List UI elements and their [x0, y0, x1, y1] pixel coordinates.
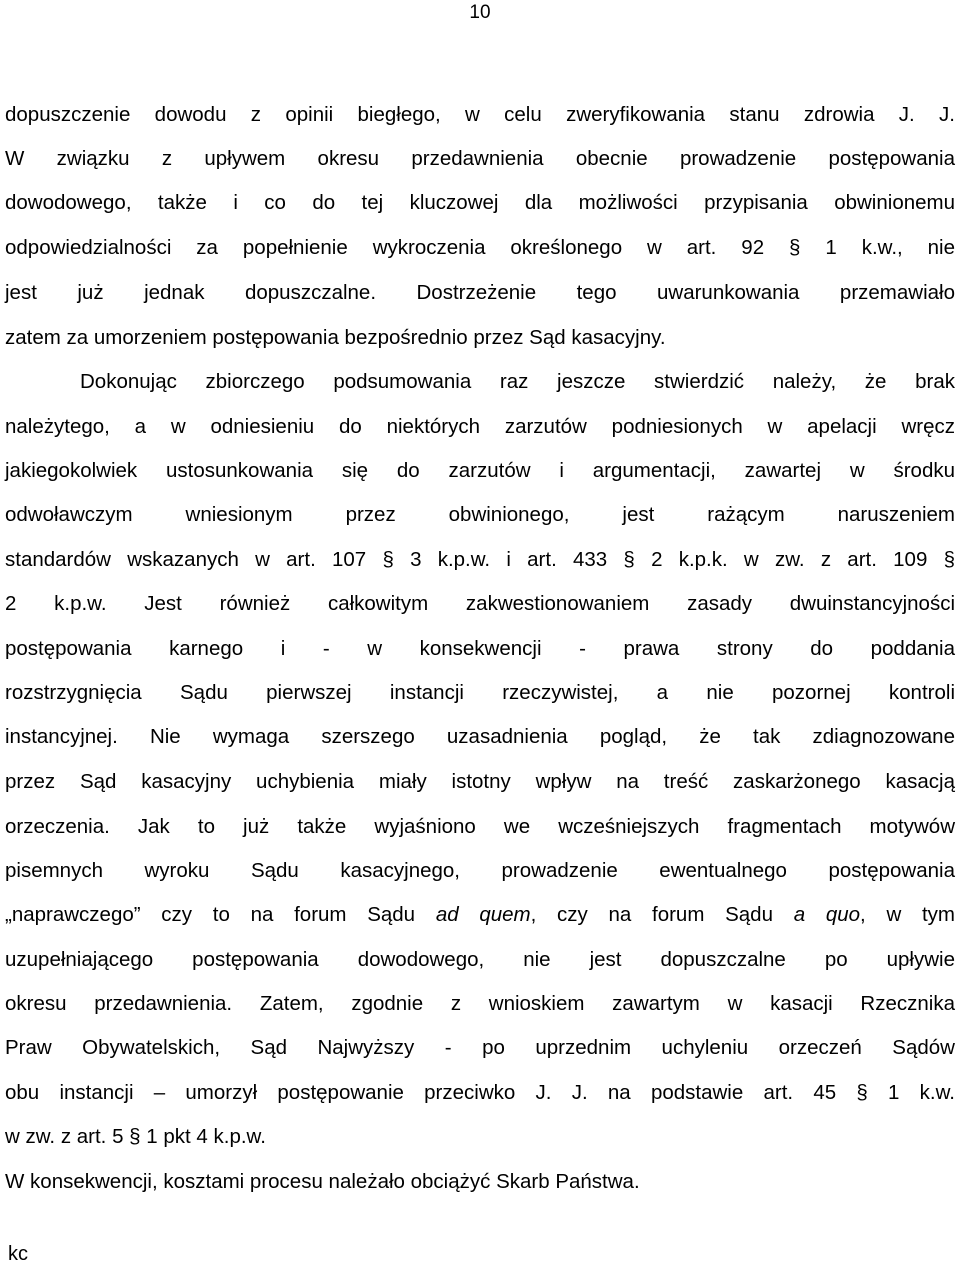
text-line-8: należytego, a w odniesieniu do niektórych zarzutów podniesionych w apelacji wręcz: [5, 415, 955, 438]
page-number: 10: [469, 2, 491, 23]
text-line-18: pisemnych wyroku Sądu kasacyjnego, prowadzenie ewentualnego postępowania: [5, 859, 955, 882]
text-line-19: [5, 902, 955, 928]
author-initials: kc: [8, 1243, 28, 1265]
text-line-15: instancyjnej. Nie wymaga szerszego uzasadnienia pogląd, że tak zdiagnozowane: [5, 725, 955, 748]
text-line-12: 2 k.p.w. Jest również całkowitym zakwestionowaniem zasady dwuinstancyjności: [5, 592, 955, 615]
text-line-20: uzupełniającego postępowania dowodowego, nie jest dopuszczalne po upływie: [5, 948, 955, 971]
text-segment: , w tym: [860, 903, 955, 926]
text-line-22: Praw Obywatelskich, Sąd Najwyższy - po uprzednim uchyleniu orzeczeń Sądów: [5, 1036, 955, 1059]
text-line-10: odwoławczym wniesionym przez obwinionego, jest rażącym naruszeniem: [5, 503, 955, 526]
text-line-25: W konsekwencji, kosztami procesu należało obciążyć Skarb Państwa.: [5, 1170, 640, 1193]
text-line-23: obu instancji – umorzył postępowanie przeciwko J. J. na podstawie art. 45 § 1 k.w.: [5, 1081, 955, 1104]
text-line-1: dopuszczenie dowodu z opinii biegłego, w celu zweryfikowania stanu zdrowia J. J.: [5, 103, 955, 126]
text-line-13: postępowania karnego i - w konsekwencji - prawa strony do poddania: [5, 637, 955, 660]
latin-phrase-a-quo: a quo: [793, 903, 861, 926]
text-line-3: dowodowego, także i co do tej kluczowej dla możliwości przypisania obwinionemu: [5, 191, 955, 214]
text-line-7: Dokonując zbiorczego podsumowania raz jeszcze stwierdzić należy, że brak: [80, 370, 955, 393]
text-segment: , czy na forum Sądu: [530, 903, 794, 926]
text-line-21: okresu przedawnienia. Zatem, zgodnie z wnioskiem zawartym w kasacji Rzecznika: [5, 992, 955, 1015]
text-line-17: orzeczenia. Jak to już także wyjaśniono we wcześniejszych fragmentach motywów: [5, 815, 955, 838]
text-segment: „naprawczego” czy to na forum Sądu: [5, 903, 436, 926]
text-line-4: odpowiedzialności za popełnienie wykroczenia określonego w art. 92 § 1 k.w., nie: [5, 236, 955, 259]
text-line-14: rozstrzygnięcia Sądu pierwszej instancji rzeczywistej, a nie pozornej kontroli: [5, 681, 955, 704]
text-line-16: przez Sąd kasacyjny uchybienia miały istotny wpływ na treść zaskarżonego kasacją: [5, 770, 955, 793]
latin-phrase-ad-quem: ad quem: [435, 903, 531, 926]
text-line-2: W związku z upływem okresu przedawnienia obecnie prowadzenie postępowania: [5, 147, 955, 170]
text-line-9: jakiegokolwiek ustosunkowania się do zarzutów i argumentacji, zawartej w środku: [5, 459, 955, 482]
text-line-11: standardów wskazanych w art. 107 § 3 k.p.w. i art. 433 § 2 k.p.k. w zw. z art. 109 §: [5, 548, 955, 571]
text-line-5: jest już jednak dopuszczalne. Dostrzeżenie tego uwarunkowania przemawiało: [5, 281, 955, 304]
text-line-6: zatem za umorzeniem postępowania bezpośrednio przez Sąd kasacyjny.: [5, 326, 666, 349]
text-line-24: w zw. z art. 5 § 1 pkt 4 k.p.w.: [5, 1125, 266, 1148]
